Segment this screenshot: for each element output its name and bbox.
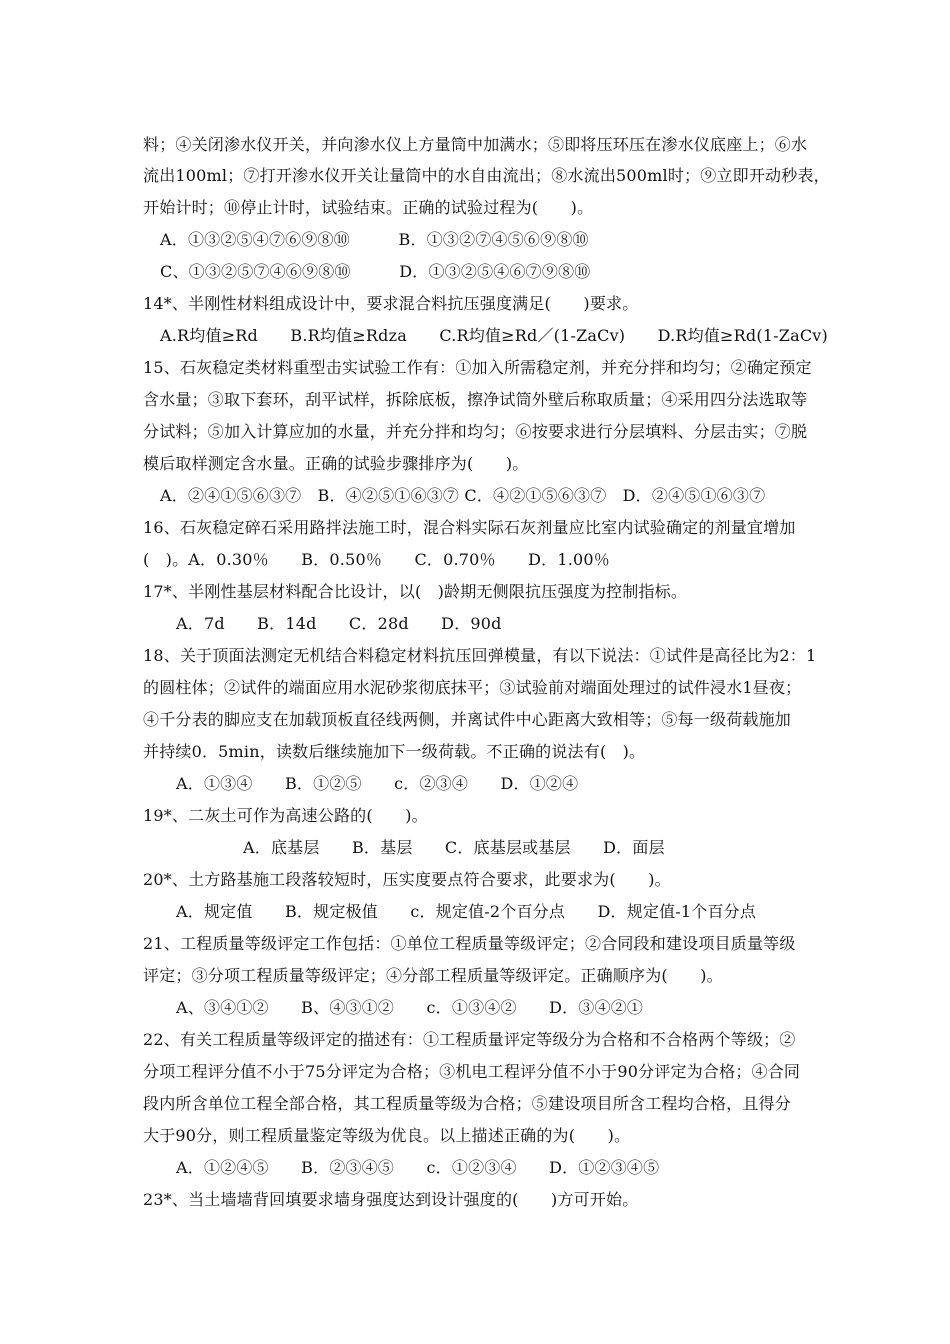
q17-question: 17*、半刚性基层材料配合比设计，以( )龄期无侧限抗压强度为控制指标。 <box>143 582 688 601</box>
q21-text-line-1: 21、工程质量等级评定工作包括：①单位工程质量等级评定；②合同段和建设项目质量等级 <box>143 934 796 953</box>
q19-options: A．底基层 B．基层 C．底基层或基层 D．面层 <box>243 838 665 857</box>
q18-text-line-3: ④千分表的脚应支在加载顶板直径线两侧，并离试件中心距离大致相等；⑤每一级荷载施加 <box>143 710 792 729</box>
q22-text-line-3: 段内所含单位工程全部合格，其工程质量等级为合格；⑤建设项目所含工程均合格，且得分 <box>143 1094 792 1113</box>
q13-text-line-1: 料；④关闭渗水仪开关，并向渗水仪上方量筒中加满水；⑤即将压环压在渗水仪底座上；⑥水 <box>143 135 808 154</box>
q14-question: 14*、半刚性材料组成设计中，要求混合料抗压强度满足( )要求。 <box>143 294 639 313</box>
q21-options: A、③④①② B、④③①② c．①③④② D．③④②① <box>176 998 644 1017</box>
q16-text-line-1: 16、石灰稳定碎石采用路拌法施工时，混合料实际石灰剂量应比室内试验确定的剂量宜增加 <box>143 518 796 537</box>
q21-text-line-2: 评定；③分项工程质量等级评定；④分部工程质量等级评定。正确顺序为( )。 <box>143 966 723 985</box>
q23-question: 23*、当土墙墙背回填要求墙身强度达到设计强度的( )方可开始。 <box>143 1190 639 1209</box>
q14-options: A.R均值≥Rd B.R均值≥Rdza C.R均值≥Rd／(1-ZaCv) D.R均值≥Rd(1-ZaCv) <box>160 326 828 345</box>
q20-options: A．规定值 B．规定极值 c．规定值-2个百分点 D．规定值-1个百分点 <box>176 902 757 921</box>
q13-text-line-2: 流出100ml；⑦打开渗水仪开关让量筒中的水自由流出；⑧水流出500ml时；⑨立即开动秒表， <box>143 166 830 185</box>
q15-options: A．②④①⑤⑥③⑦ B．④②⑤①⑥③⑦ C．④②①⑤⑥③⑦ D．②④⑤①⑥③⑦ <box>160 486 766 505</box>
q20-question: 20*、土方路基施工段落较短时，压实度要点符合要求，此要求为( )。 <box>143 870 671 889</box>
q15-text-line-2: 含水量；③取下套环，刮平试样，拆除底板，擦净试筒外壁后称取质量；④采用四分法选取等 <box>143 390 808 409</box>
q16-text-line-2: ( )。A．0.30％ B．0.50％ C．0.70％ D．1.00％ <box>143 550 610 569</box>
q15-text-line-4: 模后取样测定含水量。正确的试验步骤排序为( )。 <box>143 454 529 473</box>
q22-text-line-2: 分项工程评分值不小于75分评定为合格；③机电工程评分值不小于90分评定为合格；④合同 <box>143 1062 801 1081</box>
q22-text-line-4: 大于90分，则工程质量鉴定等级为优良。以上描述正确的为( )。 <box>143 1126 631 1145</box>
q15-text-line-1: 15、石灰稳定类材料重型击实试验工作有：①加入所需稳定剂，并充分拌和均匀；②确定预定 <box>143 358 812 377</box>
q13-text-line-3: 开始计时；⑩停止计时，试验结束。正确的试验过程为( )。 <box>143 198 594 217</box>
q19-question: 19*、二灰土可作为高速公路的( )。 <box>143 806 428 825</box>
q13-options-cd: C、①③②⑤⑦④⑥⑨⑧⑩ D．①③②⑤④⑥⑦⑨⑧⑩ <box>160 262 591 281</box>
q22-options: A．①②④⑤ B．②③④⑤ c．①②③④ D．①②③④⑤ <box>176 1158 660 1177</box>
q17-options: A．7d B．14d C．28d D．90d <box>176 614 502 633</box>
q18-text-line-4: 并持续0．5min，读数后继续施加下一级荷载。不正确的说法有( )。 <box>143 742 646 761</box>
q13-options-ab: A．①③②⑤④⑦⑥⑨⑧⑩ B．①③②⑦④⑤⑥⑨⑧⑩ <box>160 230 589 249</box>
q18-options: A．①③④ B．①②⑤ c．②③④ D．①②④ <box>176 774 579 793</box>
q22-text-line-1: 22、有关工程质量等级评定的描述有：①工程质量评定等级分为合格和不合格两个等级；② <box>143 1030 796 1049</box>
q15-text-line-3: 分试料；⑤加入计算应加的水量，并充分拌和均匀；⑥按要求进行分层填料、分层击实；⑦脱 <box>143 422 808 441</box>
q18-text-line-1: 18、关于顶面法测定无机结合料稳定材料抗压回弹模量，有以下说法：①试件是高径比为2：1 <box>143 646 817 665</box>
q18-text-line-2: 的圆柱体；②试件的端面应用水泥砂浆彻底抹平；③试验前对端面处理过的试件浸水1昼夜； <box>143 678 802 697</box>
